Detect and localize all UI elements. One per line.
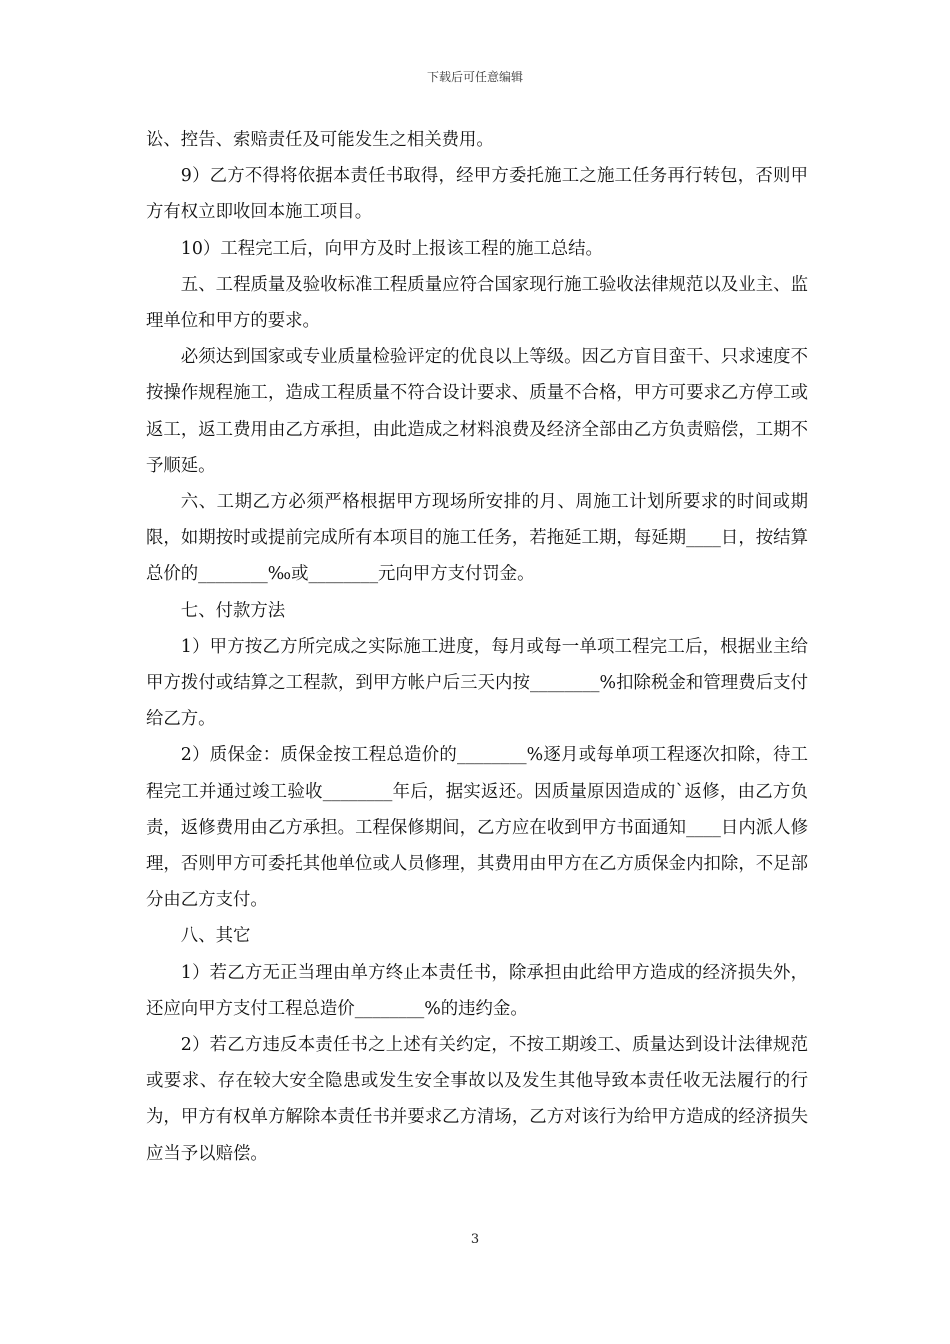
paragraph-section-6-schedule: 六、工期乙方必须严格根据甲方现场所安排的月、周施工计划所要求的时间或期限，如期按时或提前完成所有本项目的施工任务，若拖延工期，每延期____日，按结算总价的________‰或________元向甲方支付罚金。 [146,492,808,585]
paragraph-continuation: 讼、控告、索赔责任及可能发生之相关费用。 [146,130,494,150]
paragraph-payment-1: 1）甲方按乙方所完成之实际施工进度，每月或每一单项工程完工后，根据业主给甲方拨付或结算之工程款，到甲方帐户后三天内按________%扣除税金和管理费后支付给乙方。 [146,636,808,730]
page-number: 3 [470,1232,480,1247]
paragraph-quality-requirement: 必须达到国家或专业质量检验评定的优良以上等级。因乙方盲目蛮干、只求速度不按操作规程施工，造成工程质量不符合设计要求、质量不合格，甲方可要求乙方停工或返工，返工费用由乙方承担，由此造成之材料浪费及经济全部由乙方负责赔偿，工期不予顺延。 [146,347,808,476]
page-header: 下载后可任意编辑 [426,70,523,84]
paragraph-section-8-heading: 八、其它 [180,926,251,947]
paragraph-other-2: 2）若乙方违反本责任书之上述有关约定，不按工期竣工、质量达到设计法律规范或要求、存在较大安全隐患或发生安全事故以及发生其他导致本责任收无法履行的行为，甲方有权单方解除本责任书并要求乙方清场，乙方对该行为给甲方造成的经济损失应当予以赔偿。 [146,1035,808,1164]
document-body [146,122,808,1172]
paragraph-payment-2-warranty: 2）质保金：质保金按工程总造价的________%逐月或每单项工程逐次扣除，待工程完工并通过竣工验收________年后，据实返还。因质量原因造成的`返修，由乙方负责，返修费用由乙方承担。工程保修期间，乙方应在收到甲方书面通知____日内派人修理，否则甲方可委托其他单位或人员修理，其费用由甲方在乙方质保金内扣除，不足部分由乙方支付。 [146,745,808,911]
paragraph-section-5-heading: 五、工程质量及验收标准工程质量应符合国家现行施工验收法律规范以及业主、监理单位和甲方的要求。 [146,274,808,332]
paragraph-clause-9: 9）乙方不得将依据本责任书取得，经甲方委托施工之施工任务再行转包，否则甲方有权立即收回本施工项目。 [146,166,808,223]
paragraph-other-1: 1）若乙方无正当理由单方终止本责任书，除承担由此给甲方造成的经济损失外，还应向甲方支付工程总造价________%的违约金。 [146,962,808,1019]
paragraph-clause-10: 10）工程完工后，向甲方及时上报该工程的施工总结。 [180,238,603,259]
paragraph-section-7-heading: 七、付款方法 [180,600,286,621]
